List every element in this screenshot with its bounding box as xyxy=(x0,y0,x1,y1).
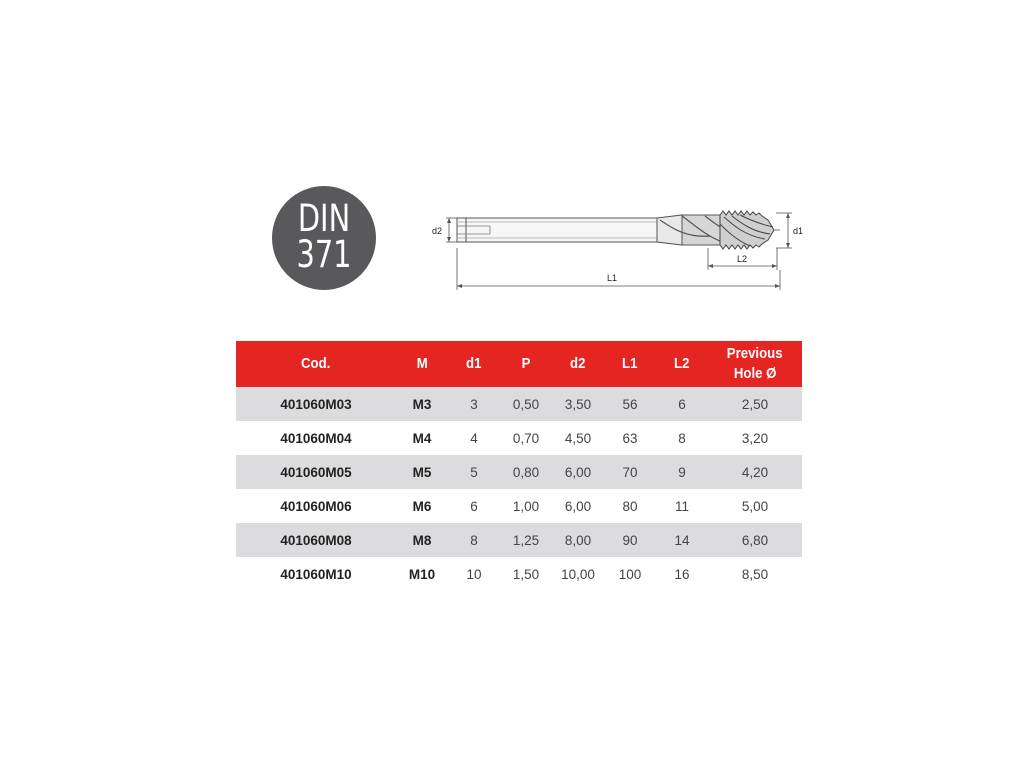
din-badge xyxy=(272,186,376,290)
cell-p: 0,70 xyxy=(512,430,540,446)
table-row xyxy=(236,455,802,489)
cell-m: M8 xyxy=(396,523,448,557)
label-l2: L2 xyxy=(736,254,748,264)
cell-m: M6 xyxy=(412,498,432,514)
cell-previous-hole: 2,50 xyxy=(708,387,802,421)
cell-d1: 4 xyxy=(470,430,478,446)
cell-d1: 6 xyxy=(470,498,478,514)
table-row xyxy=(236,387,802,421)
cell-d1: 10 xyxy=(466,566,482,582)
header-p: P xyxy=(500,341,552,387)
cell-l1: 63 xyxy=(622,430,638,446)
cell-p: 1,00 xyxy=(512,498,540,514)
label-l1: L1 xyxy=(606,273,618,283)
cell-d1: 5 xyxy=(448,455,500,489)
table-header-row xyxy=(236,341,802,387)
cell-l2: 9 xyxy=(656,455,708,489)
dimension-l1 xyxy=(457,248,780,290)
cell-code: 401060M05 xyxy=(236,455,396,489)
cell-p: 1,50 xyxy=(512,566,540,582)
cell-l2: 8 xyxy=(678,430,686,446)
cell-previous-hole: 3,20 xyxy=(741,430,769,446)
cell-m: M3 xyxy=(396,387,448,421)
cell-d2: 3,50 xyxy=(552,387,604,421)
cell-d2: 4,50 xyxy=(564,430,592,446)
cell-d1: 8 xyxy=(448,523,500,557)
table-row xyxy=(236,523,802,557)
header-d1: d1 xyxy=(448,341,500,387)
cell-l1: 70 xyxy=(604,455,656,489)
cell-code: 401060M10 xyxy=(280,566,352,582)
cell-d2: 6,00 xyxy=(552,455,604,489)
table-row xyxy=(236,489,802,523)
tap-shank xyxy=(457,218,657,242)
cell-l2: 11 xyxy=(674,498,689,514)
table-row xyxy=(236,557,802,591)
dimension-l2 xyxy=(708,248,777,270)
tap-spec-table xyxy=(236,341,802,591)
cell-l1: 56 xyxy=(604,387,656,421)
cell-m: M4 xyxy=(412,430,432,446)
header-d2: d2 xyxy=(552,341,604,387)
table-row xyxy=(236,421,802,455)
cell-l2: 6 xyxy=(656,387,708,421)
cell-d2: 8,00 xyxy=(552,523,604,557)
cell-d2: 10,00 xyxy=(561,566,595,582)
cell-previous-hole: 6,80 xyxy=(708,523,802,557)
dimension-d2 xyxy=(432,218,457,242)
cell-code: 401060M03 xyxy=(236,387,396,421)
cell-l1: 100 xyxy=(618,566,642,582)
header-previous-hole: Previous Hole Ø xyxy=(708,341,802,387)
cell-code: 401060M04 xyxy=(280,430,352,446)
cell-previous-hole: 8,50 xyxy=(741,566,769,582)
header-code: Cod. xyxy=(236,341,396,387)
cell-p: 1,25 xyxy=(500,523,552,557)
cell-previous-hole: 4,20 xyxy=(708,455,802,489)
cell-l1: 90 xyxy=(604,523,656,557)
tap-technical-drawing xyxy=(420,204,810,294)
badge-standard-label: DIN xyxy=(297,197,351,240)
cell-l2: 14 xyxy=(656,523,708,557)
cell-d1: 3 xyxy=(448,387,500,421)
badge-standard-number: 371 xyxy=(296,233,352,276)
cell-m: M10 xyxy=(408,566,436,582)
cell-l1: 80 xyxy=(622,498,638,514)
header-m: M xyxy=(396,341,448,387)
label-d1: d1 xyxy=(792,226,804,236)
cell-code: 401060M06 xyxy=(280,498,352,514)
header-l1: L1 xyxy=(604,341,656,387)
dimension-d1 xyxy=(776,213,803,248)
cell-p: 0,50 xyxy=(500,387,552,421)
cell-l2: 16 xyxy=(674,566,690,582)
tap-threaded-tip xyxy=(720,211,780,249)
cell-m: M5 xyxy=(396,455,448,489)
cell-d2: 6,00 xyxy=(564,498,592,514)
cell-p: 0,80 xyxy=(500,455,552,489)
cell-code: 401060M08 xyxy=(236,523,396,557)
cell-previous-hole: 5,00 xyxy=(741,498,769,514)
header-l2: L2 xyxy=(656,341,708,387)
label-d2: d2 xyxy=(431,226,443,236)
